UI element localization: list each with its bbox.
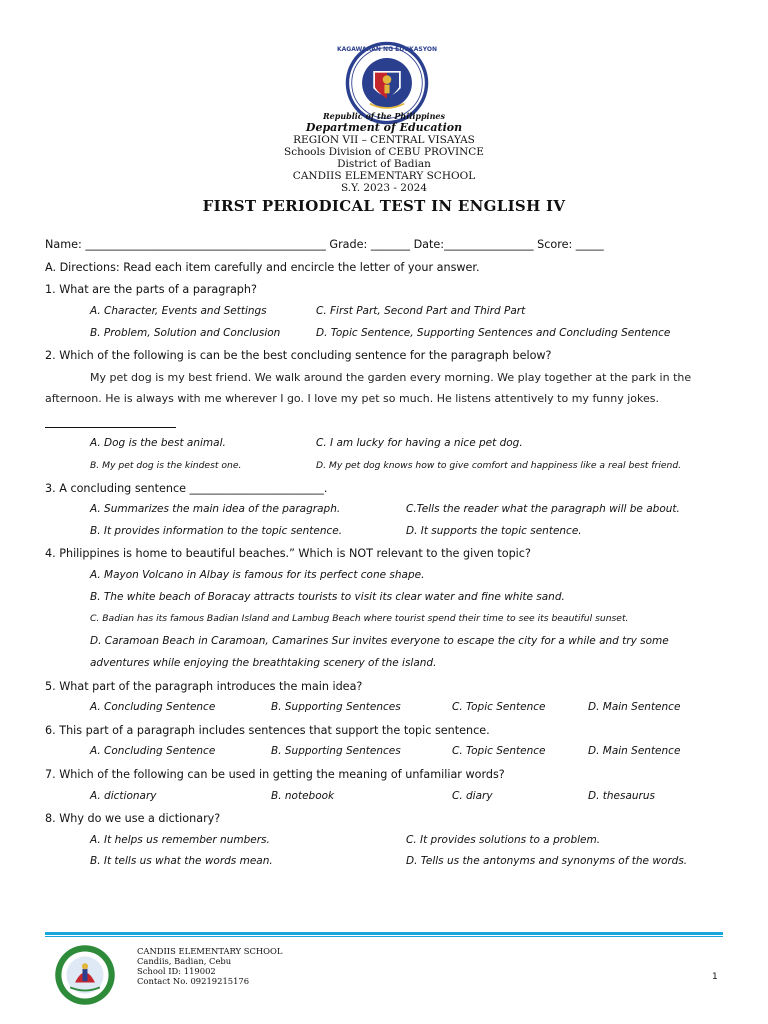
q3-option-b[interactable]: B. It provides information to the topic sentence. xyxy=(90,525,343,537)
q7-option-d[interactable]: D. thesaurus xyxy=(588,790,655,802)
school-year-label: S.Y. 2023 - 2024 xyxy=(340,182,428,194)
q6-option-a[interactable]: A. Concluding Sentence xyxy=(90,745,216,757)
q4-option-c[interactable]: C. Badian has its famous Badian Island and Lambug Beach where tourist spend their time to see its beautiful sunset. xyxy=(90,613,629,624)
page-number: 1 xyxy=(712,972,718,982)
footer-school-id: School ID: 119002 xyxy=(137,966,216,976)
question-1: 1. What are the parts of a paragraph? xyxy=(45,283,257,296)
footer-contact: Contact No. 09219215176 xyxy=(137,976,250,986)
district-label: District of Badian xyxy=(337,158,431,170)
directions: A. Directions: Read each item carefully and encircle the letter of your answer. xyxy=(45,261,480,274)
q5-option-a[interactable]: A. Concluding Sentence xyxy=(90,701,216,713)
q5-option-b[interactable]: B. Supporting Sentences xyxy=(271,701,401,713)
footer-divider-thin xyxy=(45,936,723,937)
department-label: Department of Education xyxy=(305,121,463,134)
q5-option-c[interactable]: C. Topic Sentence xyxy=(452,701,546,713)
q2-paragraph-line-2: afternoon. He is always with me wherever I go. I love my pet so much. He listens attentively to my funny jokes. xyxy=(45,392,659,405)
q6-option-d[interactable]: D. Main Sentence xyxy=(588,745,681,757)
q4-option-d[interactable]: D. Caramoan Beach in Caramoan, Camarines Sur invites everyone to escape the city for a while and try some xyxy=(90,635,669,647)
footer-address: Candiis, Badian, Cebu xyxy=(137,956,232,966)
q5-option-d[interactable]: D. Main Sentence xyxy=(588,701,681,713)
q8-option-c[interactable]: C. It provides solutions to a problem. xyxy=(406,834,601,846)
question-2: 2. Which of the following is can be the best concluding sentence for the paragraph below? xyxy=(45,349,552,362)
q8-option-d[interactable]: D. Tells us the antonyms and synonyms of the words. xyxy=(406,855,688,867)
q2-answer-blank xyxy=(45,417,176,428)
question-5: 5. What part of the paragraph introduces the main idea? xyxy=(45,680,363,693)
school-label: CANDIIS ELEMENTARY SCHOOL xyxy=(292,170,476,182)
q8-option-a[interactable]: A. It helps us remember numbers. xyxy=(90,834,270,846)
q2-option-b[interactable]: B. My pet dog is the kindest one. xyxy=(90,460,242,471)
q1-option-c[interactable]: C. First Part, Second Part and Third Part xyxy=(316,305,526,317)
q8-option-b[interactable]: B. It tells us what the words mean. xyxy=(90,855,273,867)
q4-option-b[interactable]: B. The white beach of Boracay attracts tourists to visit its clear water and fine white sand. xyxy=(90,591,565,603)
division-label: Schools Division of CEBU PROVINCE xyxy=(284,146,484,158)
region-label: REGION VII – CENTRAL VISAYAS xyxy=(293,134,475,146)
republic-label: Republic of the Philippines xyxy=(322,111,445,121)
q2-option-d[interactable]: D. My pet dog knows how to give comfort and happiness like a real best friend. xyxy=(316,460,682,471)
question-8: 8. Why do we use a dictionary? xyxy=(45,812,221,825)
q2-option-c[interactable]: C. I am lucky for having a nice pet dog. xyxy=(316,437,523,449)
q7-option-b[interactable]: B. notebook xyxy=(271,790,335,802)
question-7: 7. Which of the following can be used in getting the meaning of unfamiliar words? xyxy=(45,768,505,781)
q3-option-a[interactable]: A. Summarizes the main idea of the paragraph. xyxy=(90,503,341,515)
q7-option-c[interactable]: C. diary xyxy=(452,790,493,802)
page-title: FIRST PERIODICAL TEST IN ENGLISH IV xyxy=(202,197,566,215)
student-info-line: Name: ___________________________________________ Grade: _______ Date:________________ Score: _____ xyxy=(45,238,604,251)
q2-option-a[interactable]: A. Dog is the best animal. xyxy=(90,437,226,449)
question-6: 6. This part of a paragraph includes sentences that support the topic sentence. xyxy=(45,724,490,737)
q1-option-a[interactable]: A. Character, Events and Settings xyxy=(90,305,267,317)
footer-school-name: CANDIIS ELEMENTARY SCHOOL xyxy=(137,946,283,956)
q6-option-b[interactable]: B. Supporting Sentences xyxy=(271,745,401,757)
q7-option-a[interactable]: A. dictionary xyxy=(90,790,157,802)
q2-paragraph-line-1: My pet dog is my best friend. We walk around the garden every morning. We play together at the park in the xyxy=(90,371,692,384)
question-3: 3. A concluding sentence ________________________. xyxy=(45,482,328,495)
question-4: 4. Philippines is home to beautiful beaches.” Which is NOT relevant to the given topic? xyxy=(45,547,531,560)
q4-option-d-continued: adventures while enjoying the breathtaking scenery of the island. xyxy=(90,657,437,669)
q6-option-c[interactable]: C. Topic Sentence xyxy=(452,745,546,757)
q1-option-b[interactable]: B. Problem, Solution and Conclusion xyxy=(90,327,281,339)
q1-option-d[interactable]: D. Topic Sentence, Supporting Sentences and Concluding Sentence xyxy=(316,327,671,339)
svg-text:KAGAWARAN NG EDUKASYON: KAGAWARAN NG EDUKASYON xyxy=(336,46,438,54)
q3-option-c[interactable]: C.Tells the reader what the paragraph will be about. xyxy=(406,503,680,515)
q3-option-d[interactable]: D. It supports the topic sentence. xyxy=(406,525,582,537)
q4-option-a[interactable]: A. Mayon Volcano in Albay is famous for its perfect cone shape. xyxy=(90,569,425,581)
footer-divider xyxy=(45,932,723,935)
school-logo-icon xyxy=(54,944,116,1006)
